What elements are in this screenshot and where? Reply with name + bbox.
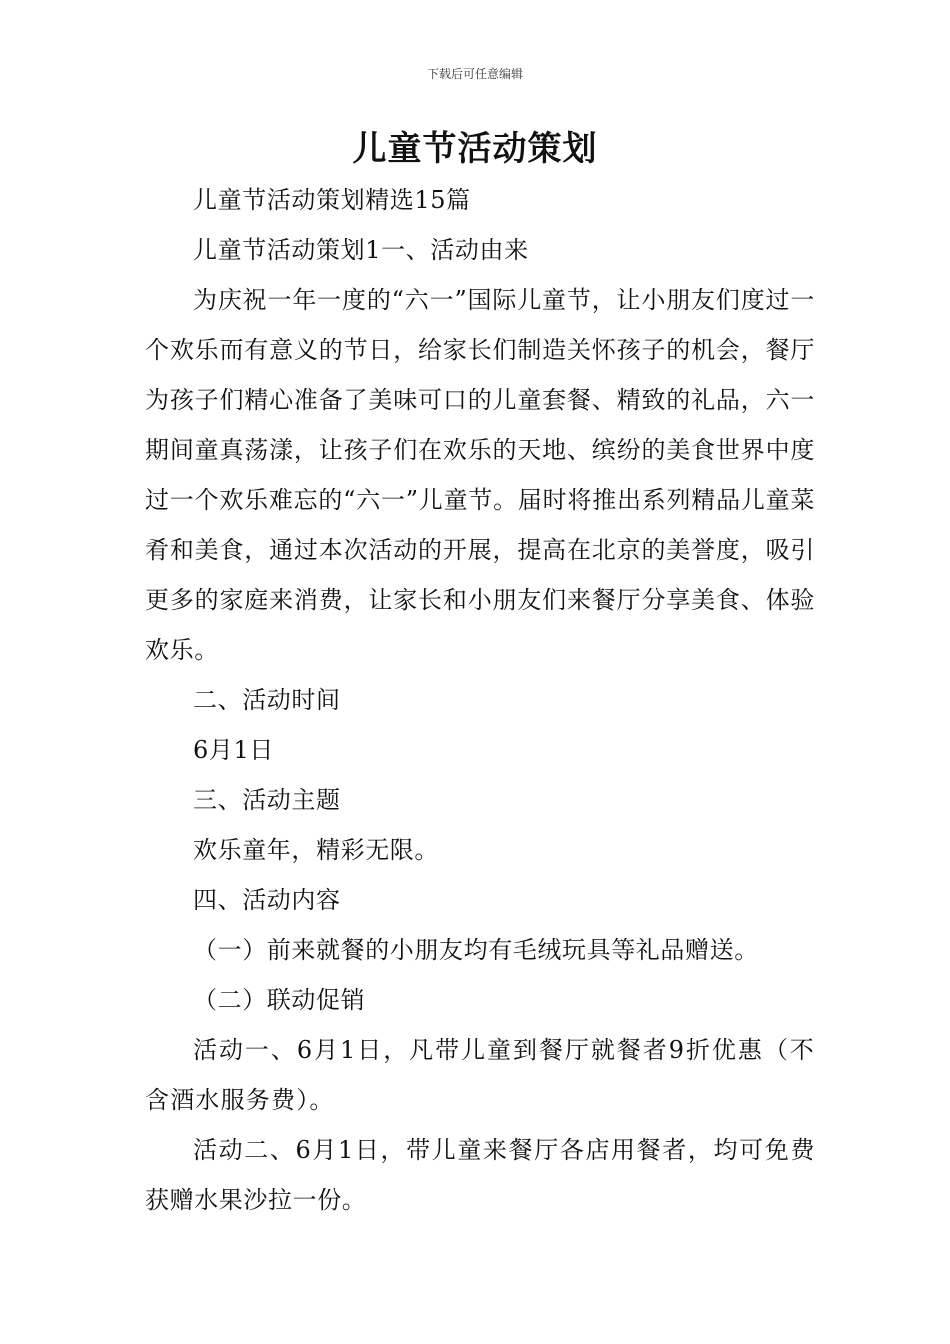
document-title: 儿童节活动策划 [352, 129, 598, 169]
promotion-activity-1: 活动一、6月1日，凡带儿童到餐厅就餐者9折优惠（不含酒水服务费）。 [145, 1036, 815, 1114]
section-heading-content: 四、活动内容 [193, 886, 341, 914]
section-heading-time: 二、活动时间 [193, 686, 341, 714]
event-date: 6月1日 [193, 736, 274, 764]
promotion-activity-2: 活动二、6月1日，带儿童来餐厅各店用餐者，均可免费获赠水果沙拉一份。 [145, 1136, 815, 1214]
section-heading-origin: 儿童节活动策划1一、活动由来 [193, 236, 529, 264]
theme-text: 欢乐童年，精彩无限。 [193, 836, 439, 864]
body-paragraph-origin: 为庆祝一年一度的“六一”国际儿童节，让小朋友们度过一个欢乐而有意义的节日，给家长们制造关怀孩子的机会，餐厅为孩子们精心准备了美味可口的儿童套餐、精致的礼品，六一期间童真荡漾，让孩子们在欢乐的天地、缤纷的美食世界中度过一个欢乐难忘的“六一”儿童节。届时将推出系列精品儿童菜肴和美食，通过本次活动的开展，提高在北京的美誉度，吸引更多的家庭来消费，让家长和小朋友们来餐厅分享美食、体验欢乐。 [145, 286, 815, 664]
content-item-2: （二）联动促销 [193, 986, 366, 1014]
header-note: 下载后可任意编辑 [426, 67, 523, 81]
section-heading-theme: 三、活动主题 [193, 786, 341, 814]
document-body [145, 175, 815, 1225]
content-item-1: （一）前来就餐的小朋友均有毛绒玩具等礼品赠送。 [193, 936, 759, 964]
subtitle-paragraph: 儿童节活动策划精选15篇 [193, 186, 471, 214]
